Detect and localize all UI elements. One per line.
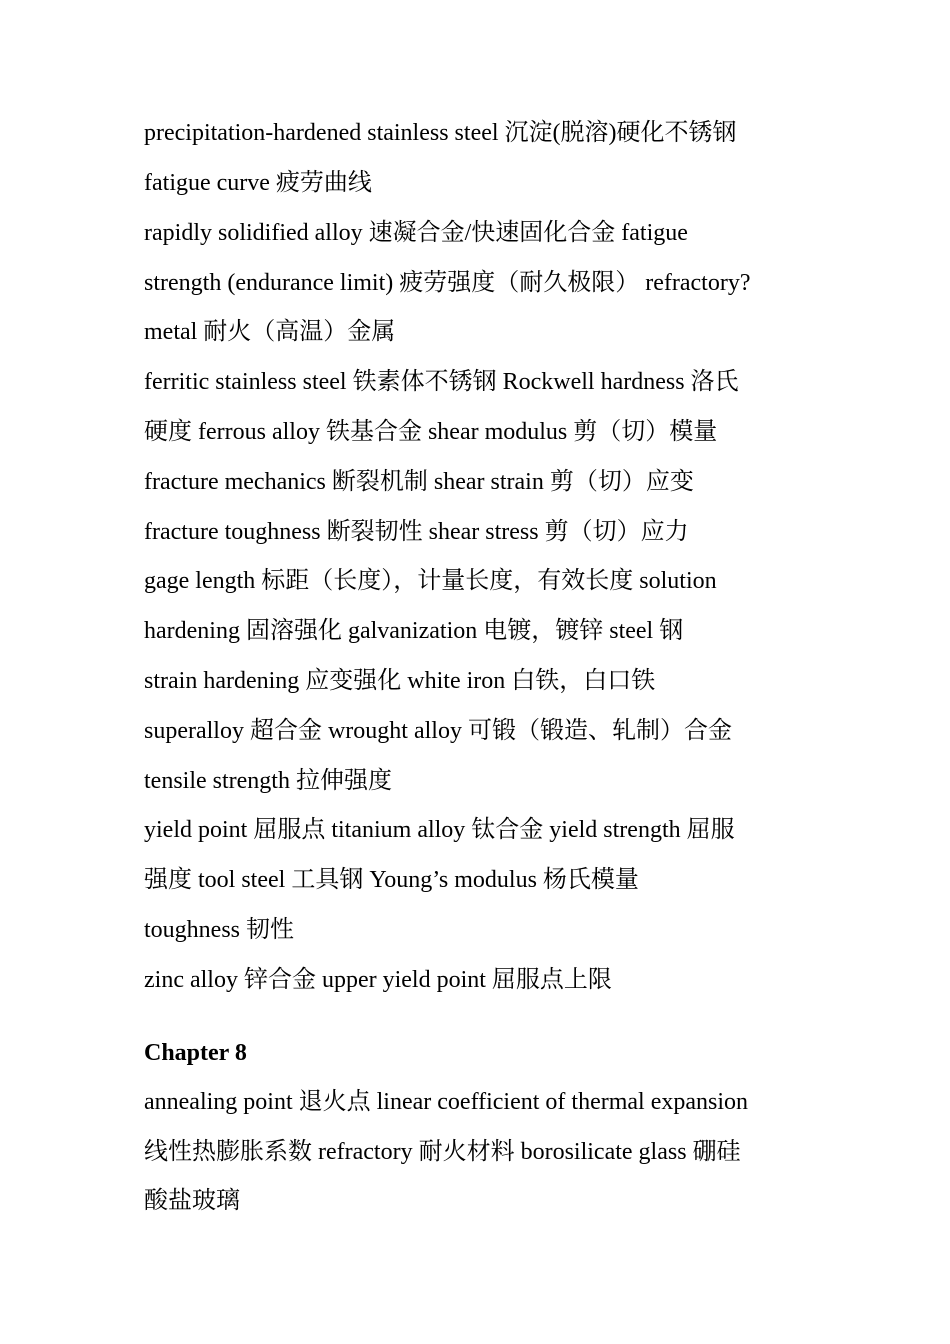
text-line: gage length 标距（长度），计量长度，有效长度 solution [144,568,717,594]
text-line: strain hardening 应变强化 white iron 白铁，白口铁 [144,668,656,694]
text-line: 硬度 ferrous alloy 铁基合金 shear modulus 剪（切）模量 [144,419,718,445]
text-line: hardening 固溶强化 galvanization 电镀，镀锌 steel 钢 [144,618,684,644]
text-line: strength (endurance limit) 疲劳强度（耐久极限） refractory? [144,270,751,296]
text-line: yield point 屈服点 titanium alloy 钛合金 yield strength 屈服 [144,817,735,843]
text-line: toughness 韧性 [144,917,294,943]
chapter-heading: Chapter 8 [144,1040,247,1066]
text-line: zinc alloy 锌合金 upper yield point 屈服点上限 [144,967,612,993]
text-line: ferritic stainless steel 铁素体不锈钢 Rockwell hardness 洛氏 [144,369,739,395]
text-line: annealing point 退火点 linear coefficient of thermal expansion [144,1089,749,1115]
text-line: fatigue curve 疲劳曲线 [144,170,372,196]
text-line: fracture mechanics 断裂机制 shear strain 剪（切）应变 [144,469,694,495]
text-line: 酸盐玻璃 [144,1188,240,1214]
text-line: fracture toughness 断裂韧性 shear stress 剪（切）应力 [144,519,689,545]
text-line: 强度 tool steel 工具钢 Young’s modulus 杨氏模量 [144,867,639,893]
text-line: metal 耐火（高温）金属 [144,319,396,345]
text-line: superalloy 超合金 wrought alloy 可锻（锻造、轧制）合金 [144,718,732,744]
text-line: 线性热膨胀系数 refractory 耐火材料 borosilicate glass 硼硅 [144,1139,741,1165]
text-line: tensile strength 拉伸强度 [144,768,392,794]
text-line: rapidly solidified alloy 速凝合金/快速固化合金 fatigue [144,220,688,246]
text-line: precipitation-hardened stainless steel 沉淀(脱溶)硬化不锈钢 [144,120,737,146]
